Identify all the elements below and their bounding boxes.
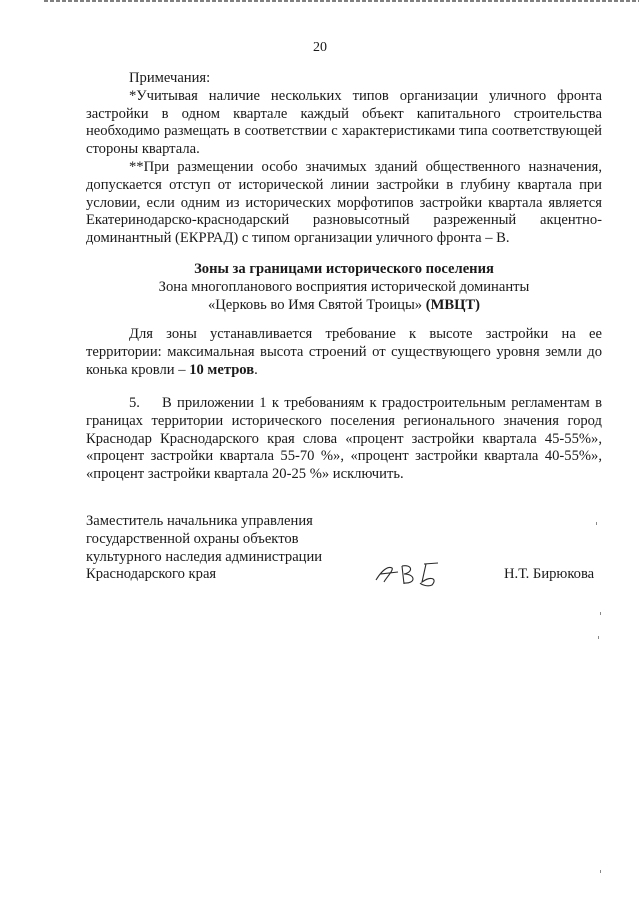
height-requirement: [86, 326, 602, 379]
position-line-1: Заместитель начальника управления: [86, 513, 313, 529]
signatory-position: [86, 513, 386, 584]
requirement-end: .: [254, 361, 258, 378]
handwritten-signature: [372, 558, 462, 588]
zone-subtitle-line2: [86, 297, 602, 315]
zone-heading: [86, 261, 602, 314]
signer-name: Н.Т. Бирюкова: [504, 566, 595, 582]
scan-edge-mark: [44, 0, 639, 2]
requirement-height-value: 10 метров: [189, 361, 255, 378]
position-line-2: государственной охраны объектов: [86, 530, 299, 547]
zone-subtitle-line1: Зона многопланового восприятия исторической доминанты: [158, 278, 530, 295]
note-1: *Учитывая наличие нескольких типов организации уличного фронта застройки в одном квартале каждый объект капитального строительства необходимо размещать в соответствии с характеристиками типа соответствующей стороны квартала.: [86, 87, 602, 158]
notes-section: [86, 70, 602, 248]
item-5-text: В приложении 1 к требованиям к градостроительным регламентам в границах территории исторического поселения регионального значения город Краснодар Краснодарского края слова «процент застройки квартала 45-55%», «процент застройки квартала 55-70 %», «процент застройки квартала 40-55%», «процент застройки квартала 20-25 %» исключить.: [86, 395, 602, 483]
scan-speck: [600, 612, 601, 615]
zone-code: (МВЦТ): [425, 296, 481, 313]
item-5-number: 5.: [129, 395, 140, 411]
requirement-paragraph: [86, 326, 602, 379]
requirement-text: Для зоны устанавливается требование к высоте застройки на ее территории: максимальная высота строений от существующего уровня земли до конька кровли –: [86, 326, 602, 378]
item-5: [86, 395, 602, 484]
item-5-paragraph: [86, 395, 602, 484]
page-number: 20: [313, 40, 327, 55]
zone-subtitle-name: «Церковь во Имя Святой Троицы»: [207, 296, 426, 313]
scan-speck: [600, 870, 601, 873]
position-line-4: Краснодарского края: [86, 566, 217, 583]
note-2: **При размещении особо значимых зданий общественного назначения, допускается отступ от исторической линии застройки в глубину квартала при условии, если одним из исторических морфотипов застройки квартала является Екатеринодарско-краснодарский разновысотный разреженный акцентно-доминантный (ЕКРРАД) с типом организации уличного фронта – В.: [86, 158, 602, 247]
scan-speck: [596, 522, 597, 525]
position-line-3: культурного наследия администрации: [86, 548, 323, 565]
zone-title: Зоны за границами исторического поселения: [194, 261, 494, 277]
scan-speck: [598, 636, 599, 639]
notes-label: Примечания:: [129, 70, 211, 86]
